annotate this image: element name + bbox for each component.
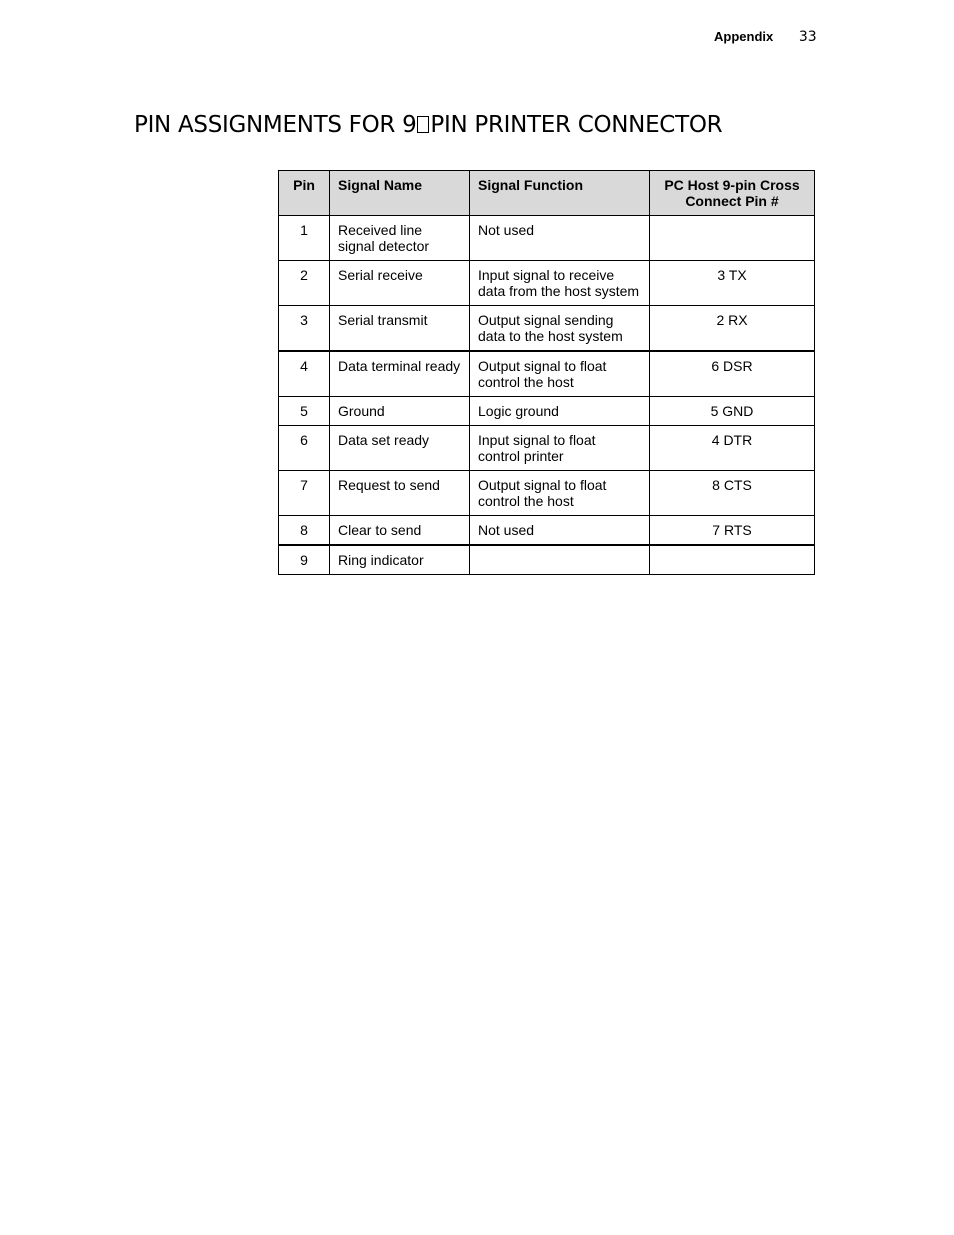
cell-signal-name: Data terminal ready — [330, 351, 470, 397]
cell-pin: 2 — [279, 261, 330, 306]
cell-signal-function: Input signal to receive data from the host system — [470, 261, 650, 306]
page-title — [134, 110, 722, 140]
cell-signal-name: Clear to send — [330, 516, 470, 546]
cell-host-pin: 7 RTS — [650, 516, 815, 546]
table-row — [279, 216, 815, 261]
cell-pin: 4 — [279, 351, 330, 397]
cell-signal-name: Received line signal detector — [330, 216, 470, 261]
header-section: Appendix — [714, 29, 774, 44]
cell-pin: 5 — [279, 397, 330, 426]
running-header — [714, 29, 817, 45]
cell-pin: 9 — [279, 545, 330, 575]
cell-pin: 7 — [279, 471, 330, 516]
cell-signal-name: Ground — [330, 397, 470, 426]
cell-host-pin — [650, 216, 815, 261]
column-header-signal-function: Signal Function — [470, 171, 650, 216]
cell-host-pin: 8 CTS — [650, 471, 815, 516]
table-header-row — [279, 171, 815, 216]
table-row — [279, 426, 815, 471]
cell-signal-function: Output signal to float control the host — [470, 471, 650, 516]
cell-signal-function: Not used — [470, 516, 650, 546]
cell-signal-function: Input signal to float control printer — [470, 426, 650, 471]
cell-host-pin: 3 TX — [650, 261, 815, 306]
cell-signal-name: Serial transmit — [330, 306, 470, 352]
cell-host-pin: 6 DSR — [650, 351, 815, 397]
cell-pin: 8 — [279, 516, 330, 546]
cell-host-pin: 4 DTR — [650, 426, 815, 471]
cell-pin: 1 — [279, 216, 330, 261]
cell-pin: 6 — [279, 426, 330, 471]
cell-signal-function: Not used — [470, 216, 650, 261]
page-number: 33 — [798, 29, 817, 45]
cell-signal-name: Request to send — [330, 471, 470, 516]
pin-assignment-table — [278, 170, 815, 575]
cell-signal-name: Serial receive — [330, 261, 470, 306]
column-header-signal-name: Signal Name — [330, 171, 470, 216]
cell-host-pin: 2 RX — [650, 306, 815, 352]
cell-host-pin: 5 GND — [650, 397, 815, 426]
table-row — [279, 516, 815, 546]
table-row — [279, 545, 815, 575]
table-row — [279, 261, 815, 306]
page-title-part1: PIN ASSIGNMENTS FOR 9 — [134, 112, 417, 138]
table-row — [279, 397, 815, 426]
cell-signal-function: Output signal to float control the host — [470, 351, 650, 397]
cell-signal-name: Data set ready — [330, 426, 470, 471]
cell-signal-function: Logic ground — [470, 397, 650, 426]
column-header-pin: Pin — [279, 171, 330, 216]
cell-pin: 3 — [279, 306, 330, 352]
cell-signal-function: Output signal sending data to the host system — [470, 306, 650, 352]
column-header-host-pin: PC Host 9-pin Cross Connect Pin # — [650, 171, 815, 216]
cell-signal-function — [470, 545, 650, 575]
cell-signal-name: Ring indicator — [330, 545, 470, 575]
table-row — [279, 306, 815, 352]
table-row — [279, 471, 815, 516]
page-title-part2: PIN PRINTER CONNECTOR — [430, 112, 723, 138]
missing-glyph-box — [417, 116, 429, 133]
cell-host-pin — [650, 545, 815, 575]
table-row — [279, 351, 815, 397]
